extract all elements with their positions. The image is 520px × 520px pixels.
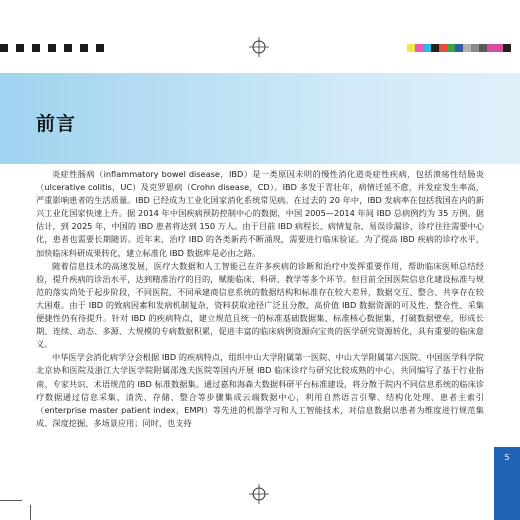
header-band [0,73,520,164]
page-title: 前言 [36,113,77,135]
paragraph-3: 中华医学会消化病学分会根据 IBD 的疾病特点，组织中山大学附属第一医院、中山大学附属第六医院、中国医学科学院北京协和医院及浙江大学医学院附属邵逸夫医院等国内开展 IBD 临床诊疗与研究比较成熟的中心，共同编写了基于行业指南、专家共识、术语规范的 IBD 标准数据集。通过嘉和海森大数据科研平台标准建设，将分散于院内不同信息系统的临床诊疗数据通过信息采集、清洗、存储、整合等步骤集成云端数据中心，利用自然语言引擎、结构化处理、患者主索引（enterprise master patient index，EMPI）等先进的机器学习和人工智能技术，对信息数据以患者为维度进行规范集成、深度挖掘、多场景应用；同时，也支持 [36,352,484,428]
printer-color-bar-right [407,44,511,52]
registration-mark-top [249,37,269,57]
paragraph-2: 随着信息技术的高速发展，医疗大数据和人工智能已在许多疾病的诊断和治疗中发挥重要作用，帮助临床医师总结经验，提升疾病的诊治水平，达到精准治疗的目的，赋能临床、科研、教学等多个环节。但目前全国医院信息化建设标准与规范的落实尚处于起步阶段，不同医院、不同承建商信息系统的数据结构和标准存在较大差异，数据交互、整合、共享存在较大困难。由于 IBD 的致病因素和发病机制复杂，资料获取途径广泛且分散，高价值 IBD 数据资源的可及性、整合性、采集便捷性仍有待提升。针对 IBD 的疾病特点，建立规范且统一的标准基础数据集、标准核心数据集，打破数据壁垒，形成长期、连续、动态、多源、大规模的专病数据积累，促进丰富的临床病例资源向宝贵的医学研究资源转化，具有重要的临床意义。 [36,260,484,350]
page-number: 5 [504,453,510,462]
crop-line-bottom-left-v [30,505,31,520]
body-text [36,168,484,430]
page-number-tab [494,447,520,520]
crop-line-bottom-left [0,500,22,501]
registration-mark-bottom [249,484,269,504]
paragraph-1: 炎症性肠病（inflammatory bowel disease，IBD）是一类原因未明的慢性消化道炎症性疾病，包括溃疡性结肠炎（ulcerative colitis，UC）及克罗恩病（Crohn disease，CD）。IBD 多发于青壮年，病情迁延不愈，并发症发生率高，严重影响患者的生活质量。IBD 已经成为工业化国家消化系统常见病。在过去的 20 年中，IBD 发病率在包括我国在内的新兴工业化国家快速上升。据 2014 年中国疾病预防控制中心的数据，中国 2005—2014 年间 IBD 总病例约为 35 万例。据估计，到 2025 年，中国的 IBD 患者将达到 150 万人。由于目前 IBD 病程长、病情复杂、易误诊漏诊，诊疗往往需要中心化，患者也需要长期随访。近年来，治疗 IBD 的各类新药不断涌现，需要进行临床验证。为了提高 IBD 疾病的诊疗水平，加快临床科研成果转化，建立标准化 IBD 数据库是必由之路。 [36,169,484,258]
printer-color-bar-left [0,44,104,52]
